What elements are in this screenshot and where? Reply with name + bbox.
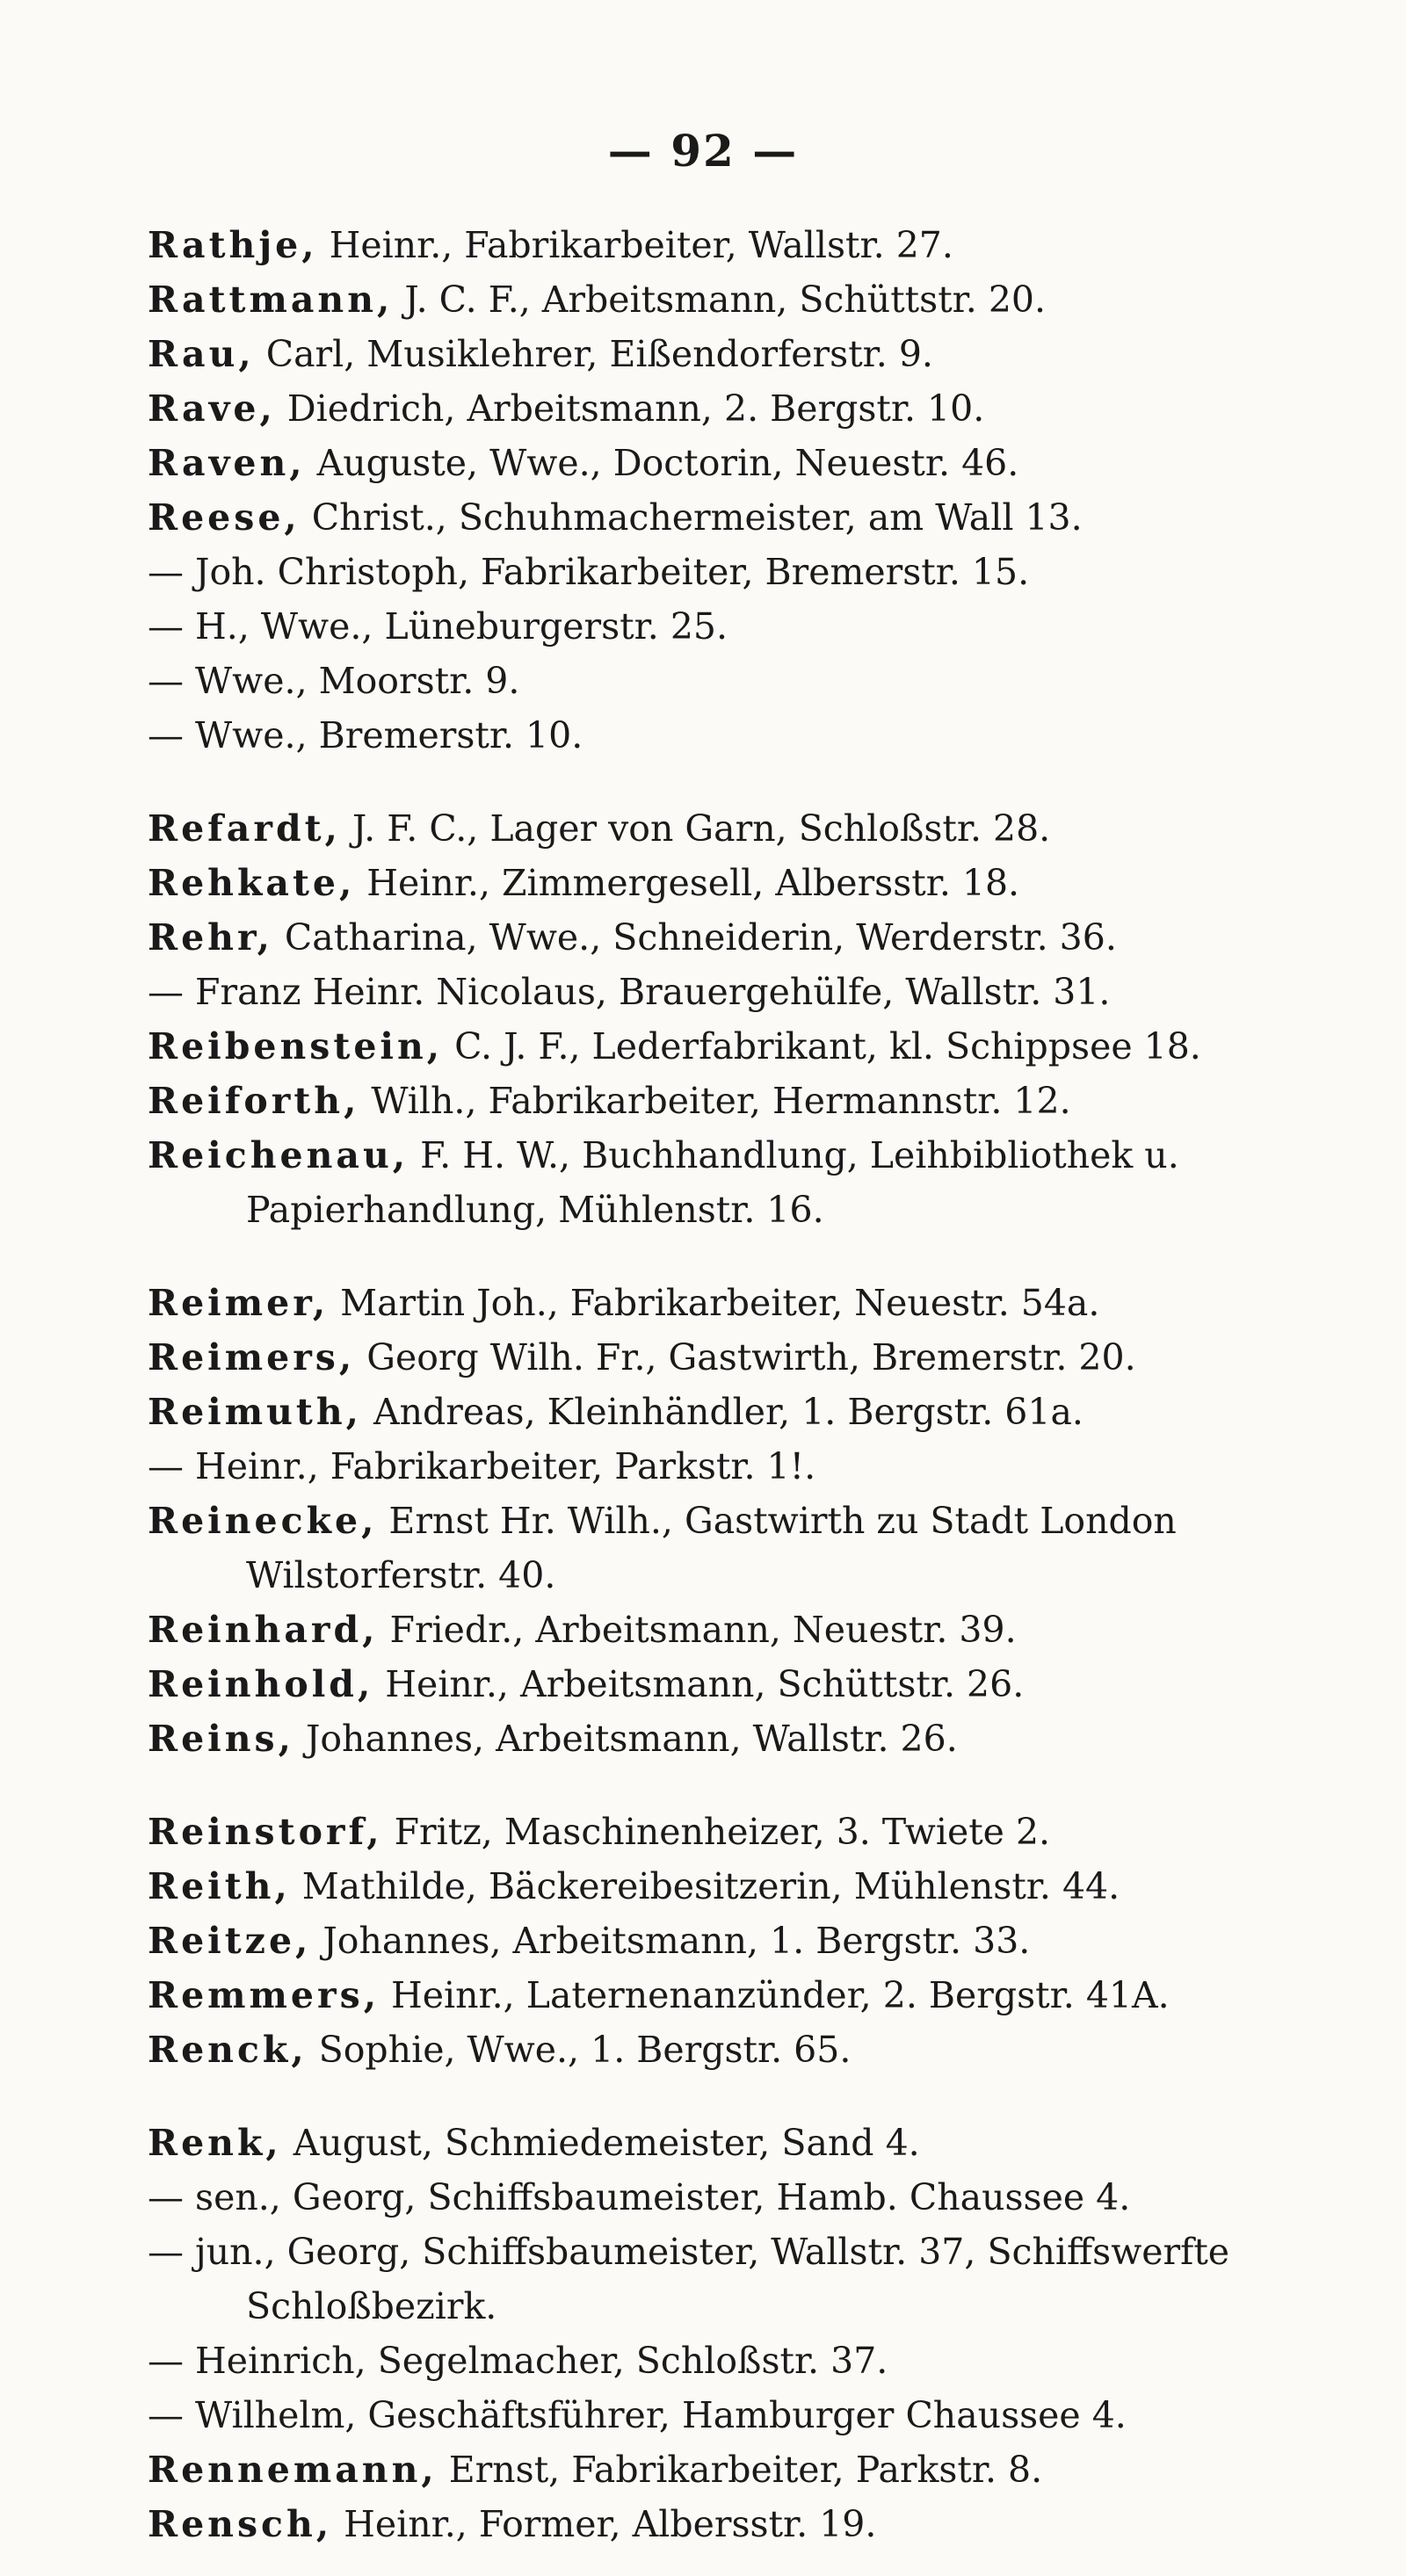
directory-entry	[148, 2442, 1378, 2497]
entry-surname: Rensch,	[148, 2503, 333, 2545]
directory-entry	[148, 1805, 1378, 1859]
entry-surname: Reith,	[148, 1865, 291, 1907]
entry-details: Christ., Schuhmachermeister, am Wall 13.	[300, 496, 1083, 539]
directory-entry	[148, 856, 1378, 910]
directory-entry	[148, 327, 1378, 381]
entry-details: Fritz, Maschinenheizer, 3. Twiete 2.	[382, 1811, 1051, 1853]
directory-entry	[148, 965, 1378, 1019]
entry-details: Martin Joh., Fabrikarbeiter, Neuestr. 54a.	[329, 1282, 1100, 1324]
directory-entry	[148, 1439, 1378, 1494]
entry-surname: Rattmann,	[148, 279, 394, 321]
entry-details: Auguste, Wwe., Doctorin, Neuestr. 46.	[305, 442, 1019, 484]
entry-details: Ernst, Fabrikarbeiter, Parkstr. 8.	[437, 2449, 1043, 2491]
directory-entry	[148, 1276, 1378, 1330]
entry-details: F. H. W., Buchhandlung, Leihbibliothek u.	[409, 1134, 1179, 1176]
entry-surname: Rennemann,	[148, 2449, 438, 2491]
entry-surname: Reinecke,	[148, 1500, 378, 1542]
directory-entry	[148, 490, 1378, 545]
entry-continuation-line	[148, 1183, 1378, 1237]
entry-details: Andreas, Kleinhändler, 1. Bergstr. 61a.	[361, 1391, 1083, 1433]
entry-surname: Reese,	[148, 496, 301, 539]
directory-entry	[148, 381, 1378, 436]
directory-entry	[148, 599, 1378, 654]
directory-entry	[148, 2388, 1378, 2442]
directory-entry	[148, 545, 1378, 599]
entry-details: Heinr., Zimmergesell, Albersstr. 18.	[355, 862, 1020, 904]
directory-entry	[148, 2497, 1378, 2551]
directory-entry	[148, 1657, 1378, 1711]
entry-surname: Refardt,	[148, 807, 341, 850]
directory-entry	[148, 2022, 1378, 2077]
directory-entry	[148, 436, 1378, 490]
entry-details: Carl, Musiklehrer, Eißendorferstr. 9.	[254, 333, 933, 375]
directory-entry	[148, 801, 1378, 856]
entry-details: Ernst Hr. Wilh., Gastwirth zu Stadt London	[377, 1500, 1177, 1542]
entry-surname: Rehr,	[148, 916, 273, 959]
directory-entry	[148, 1385, 1378, 1439]
entry-surname: Reinhold,	[148, 1663, 374, 1705]
entry-surname: Rathje,	[148, 224, 318, 266]
entry-details: — Joh. Christoph, Fabrikarbeiter, Bremerstr. 15.	[148, 551, 1030, 593]
entry-details: — Franz Heinr. Nicolaus, Brauergehülfe, Wallstr. 31.	[148, 971, 1111, 1013]
entry-details: Wilh., Fabrikarbeiter, Hermannstr. 12.	[359, 1080, 1071, 1122]
entry-surname: Reinhard,	[148, 1609, 379, 1651]
entry-details: — Wwe., Moorstr. 9.	[148, 660, 520, 702]
entry-surname: Renck,	[148, 2029, 308, 2071]
entry-details: August, Schmiedemeister, Sand 4.	[281, 2122, 920, 2164]
entry-details: — sen., Georg, Schiffsbaumeister, Hamb. Chaussee 4.	[148, 2176, 1131, 2218]
entry-details: C. J. F., Lederfabrikant, kl. Schippsee 18.	[443, 1025, 1201, 1067]
entry-details: — Heinrich, Segelmacher, Schloßstr. 37.	[148, 2340, 888, 2382]
entry-details: Mathilde, Bäckereibesitzerin, Mühlenstr. 44.	[290, 1865, 1120, 1907]
entry-details: J. F. C., Lager von Garn, Schloßstr. 28.	[340, 807, 1051, 850]
entry-details: Johannes, Arbeitsmann, Wallstr. 26.	[294, 1718, 958, 1760]
entry-surname: Reinstorf,	[148, 1811, 383, 1853]
directory-entry	[148, 2170, 1378, 2225]
entry-surname: Reins,	[148, 1718, 294, 1760]
entry-surname: Renk,	[148, 2122, 282, 2164]
entry-surname: Rau,	[148, 333, 255, 375]
entry-surname: Reitze,	[148, 1920, 312, 1962]
entry-details: Heinr., Arbeitsmann, Schüttstr. 26.	[373, 1663, 1025, 1705]
entry-surname: Reichenau,	[148, 1134, 409, 1176]
directory-entry	[148, 1914, 1378, 1968]
entry-details: Georg Wilh. Fr., Gastwirth, Bremerstr. 20.	[355, 1336, 1136, 1378]
directory-entry	[148, 1019, 1378, 1074]
directory-entry	[148, 1968, 1378, 2022]
directory-entry	[148, 1494, 1378, 1548]
entry-details: — jun., Georg, Schiffsbaumeister, Wallstr. 37, Schiffswerfte	[148, 2231, 1230, 2273]
directory-entry	[148, 1330, 1378, 1385]
entry-surname: Reimer,	[148, 1282, 330, 1324]
entry-details: — Wilhelm, Geschäftsführer, Hamburger Chaussee 4.	[148, 2394, 1127, 2436]
entry-surname: Reimuth,	[148, 1391, 362, 1433]
entry-details: — Heinr., Fabrikarbeiter, Parkstr. 1!.	[148, 1445, 816, 1487]
entry-details: — Wwe., Bremerstr. 10.	[148, 714, 583, 756]
entry-details: J. C. F., Arbeitsmann, Schüttstr. 20.	[393, 279, 1047, 321]
directory-entry	[148, 910, 1378, 965]
entry-details: — H., Wwe., Lüneburgerstr. 25.	[148, 605, 728, 648]
entry-surname: Rehkate,	[148, 862, 356, 904]
entry-details: Catharina, Wwe., Schneiderin, Werderstr. 36.	[272, 916, 1117, 959]
directory-entry	[148, 272, 1378, 327]
directory-entry	[148, 2225, 1378, 2279]
entry-details: Wilstorferstr. 40.	[246, 1554, 556, 1596]
entry-surname: Reibenstein,	[148, 1025, 444, 1067]
directory-entry	[148, 1128, 1378, 1183]
directory-entry	[148, 1711, 1378, 1766]
directory-entry	[148, 218, 1378, 272]
directory-entry	[148, 1074, 1378, 1128]
entry-details: Heinr., Former, Albersstr. 19.	[332, 2503, 877, 2545]
entry-details: Sophie, Wwe., 1. Bergstr. 65.	[307, 2029, 852, 2071]
directory-entry	[148, 1603, 1378, 1657]
entry-surname: Reimers,	[148, 1336, 356, 1378]
entry-continuation-line	[148, 2279, 1378, 2334]
entry-list	[148, 218, 1378, 2551]
entry-surname: Reiforth,	[148, 1080, 360, 1122]
directory-entry	[148, 2116, 1378, 2170]
entry-details: Schloßbezirk.	[246, 2285, 497, 2327]
entry-surname: Rave,	[148, 387, 276, 430]
directory-entry	[148, 708, 1378, 763]
entry-surname: Raven,	[148, 442, 306, 484]
page-number: — 92 —	[607, 125, 799, 177]
entry-details: Friedr., Arbeitsmann, Neuestr. 39.	[378, 1609, 1017, 1651]
entry-details: Johannes, Arbeitsmann, 1. Bergstr. 33.	[311, 1920, 1031, 1962]
entry-details: Papierhandlung, Mühlenstr. 16.	[246, 1189, 824, 1231]
entry-continuation-line	[148, 1548, 1378, 1603]
entry-details: Diedrich, Arbeitsmann, 2. Bergstr. 10.	[275, 387, 985, 430]
directory-entry	[148, 2334, 1378, 2388]
entry-surname: Remmers,	[148, 1974, 380, 2016]
directory-entry	[148, 654, 1378, 708]
entry-details: Heinr., Laternenanzünder, 2. Bergstr. 41A.	[379, 1974, 1170, 2016]
directory-entry	[148, 1859, 1378, 1914]
entry-details: Heinr., Fabrikarbeiter, Wallstr. 27.	[317, 224, 953, 266]
